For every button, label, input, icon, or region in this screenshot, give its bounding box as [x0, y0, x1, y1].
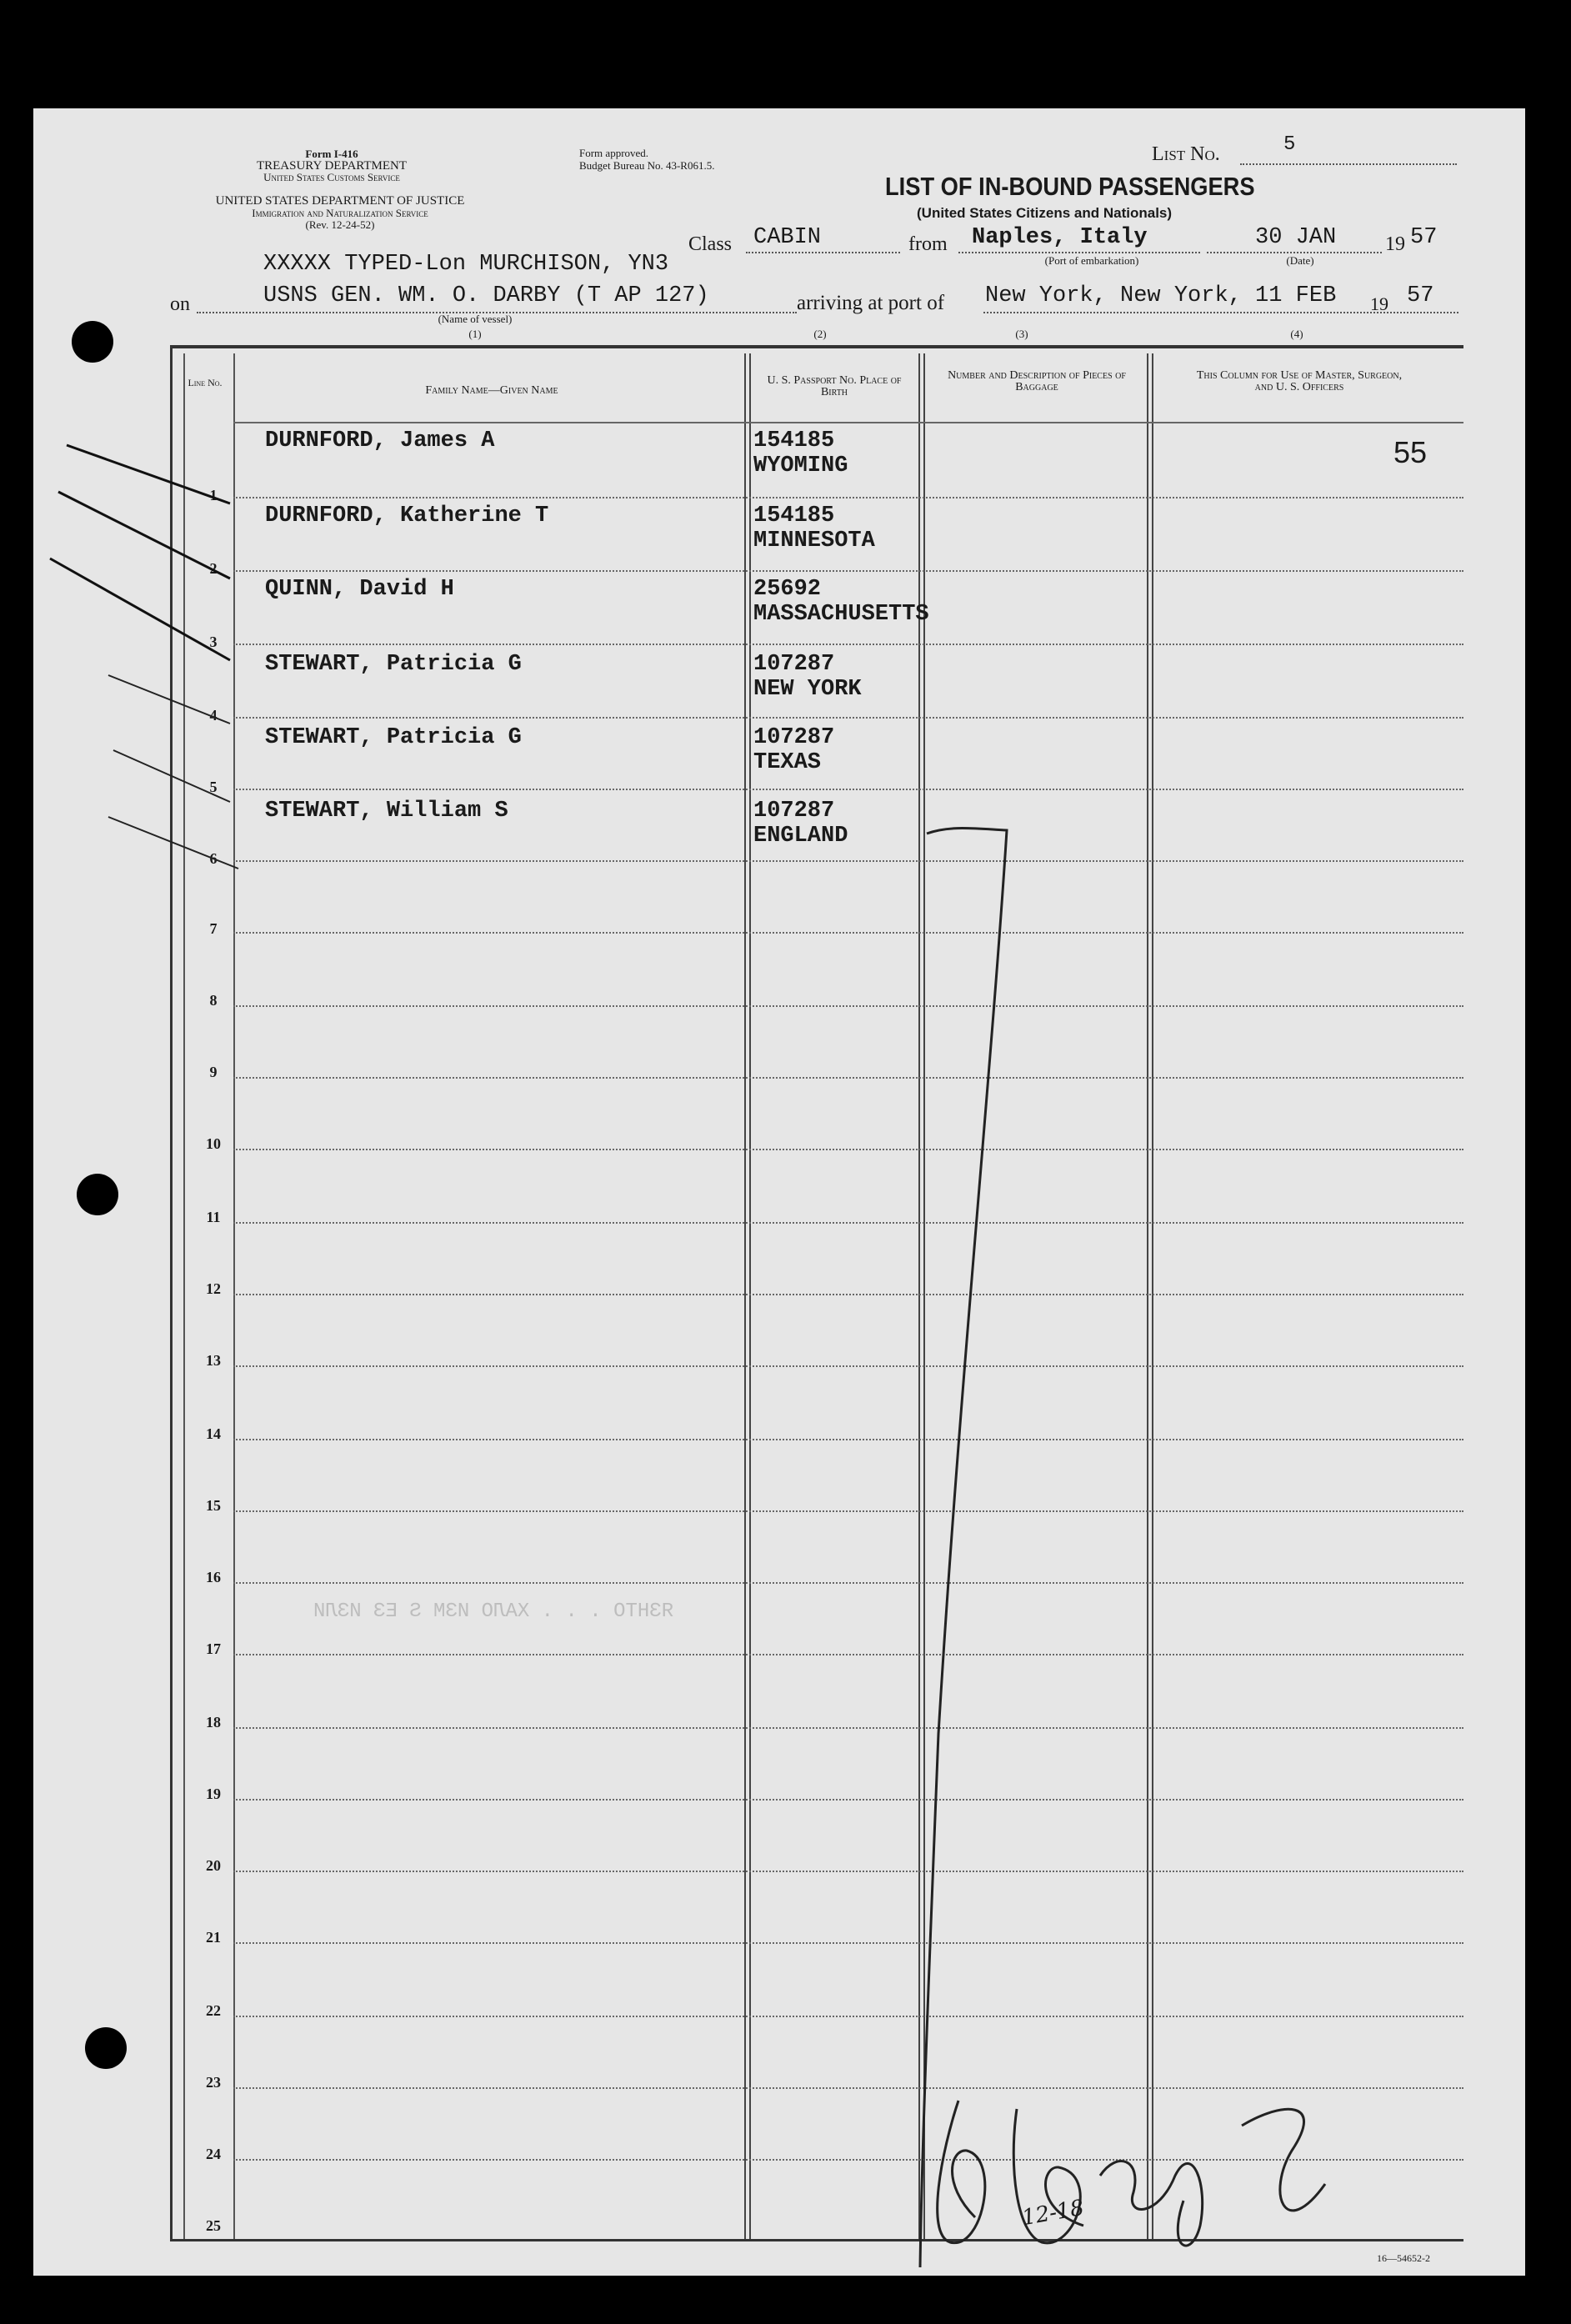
row-line-13 [233, 1365, 1463, 1367]
line-number: 5 [209, 779, 218, 795]
header-bottom-line [233, 422, 1463, 423]
place-of-birth: WYOMING [753, 453, 848, 478]
row-line-15 [233, 1510, 1463, 1512]
form-approved: Form approved. [579, 147, 649, 159]
bleed-through-text: ЯЗНТО . . . ХАЛО ИЗМ S ЕЗ ИЗЛИ [313, 1600, 674, 1623]
passenger-name: DURNFORD, Katherine T [265, 503, 549, 528]
header-line-no: Line No. [188, 377, 223, 388]
passport-number: 107287 [753, 799, 835, 824]
column-divider-passport [744, 353, 746, 2239]
line-number: 13 [206, 1352, 221, 1369]
line-number: 24 [206, 2146, 221, 2162]
column-caption-1: (1) [468, 328, 482, 340]
header-name: Family Name—Given Name [425, 384, 558, 397]
embarkation-date: 30 JAN [1255, 225, 1337, 250]
line-number: 11 [206, 1209, 221, 1225]
row-line-5 [233, 789, 1463, 790]
port-caption: (Port of embarkation) [1044, 254, 1139, 267]
on-label: on [170, 293, 190, 315]
column-divider-officers [1147, 353, 1148, 2239]
line-number: 8 [209, 992, 218, 1009]
line-number: 22 [206, 2002, 221, 2019]
punch-hole-top [72, 321, 113, 363]
row-line-3 [233, 644, 1463, 645]
row-line-19 [233, 1799, 1463, 1801]
row-line-11 [233, 1222, 1463, 1224]
line-number: 12 [206, 1280, 221, 1297]
row-line-18 [233, 1727, 1463, 1729]
row-line-17 [233, 1654, 1463, 1655]
immigration-service: Immigration and Naturalization Service [252, 207, 428, 219]
class-value: CABIN [753, 225, 822, 250]
punch-hole-bottom [85, 2027, 127, 2069]
row-line-12 [233, 1294, 1463, 1295]
passport-number: 25692 [753, 577, 822, 602]
punch-hole-middle [77, 1174, 118, 1215]
embarkation-year: 57 [1410, 225, 1438, 250]
date-line [1207, 252, 1382, 253]
signature-note: 12-18 [1019, 2195, 1086, 2231]
line-number: 6 [209, 850, 218, 867]
arriving-label: arriving at port of [797, 292, 945, 314]
line-number: 7 [209, 920, 218, 937]
row-line-1 [233, 497, 1463, 498]
department-of-justice: UNITED STATES DEPARTMENT OF JUSTICE [215, 194, 465, 208]
row-line-20 [233, 1871, 1463, 1872]
header-officers: This Column for Use of Master, Surgeon, and U. S. Officers [1196, 369, 1403, 393]
line-number: 16 [206, 1569, 221, 1585]
row-line-16 [233, 1582, 1463, 1584]
row-line-8 [233, 1005, 1463, 1007]
line-number: 17 [206, 1640, 221, 1657]
column-caption-3: (3) [1015, 328, 1028, 340]
line-number: 15 [206, 1497, 221, 1514]
printer-code: 16—54652-2 [1377, 2252, 1430, 2264]
line-number: 2 [209, 560, 218, 577]
arrival-year: 57 [1407, 283, 1434, 308]
document-title: LIST OF IN-BOUND PASSENGERS [885, 172, 1255, 201]
port-line [958, 252, 1200, 253]
list-number-line [1240, 163, 1457, 165]
customs-service: United States Customs Service [263, 171, 400, 183]
row-line-7 [233, 932, 1463, 934]
line-number: 18 [206, 1714, 221, 1730]
line-number: 21 [206, 1929, 221, 1946]
arrival-year-prefix: 19 [1370, 293, 1388, 314]
class-label: Class [688, 233, 733, 255]
row-line-14 [233, 1439, 1463, 1440]
row-line-6 [233, 860, 1463, 862]
tick-marks [33, 433, 267, 884]
passenger-name: DURNFORD, James A [265, 428, 495, 453]
row-line-22 [233, 2016, 1463, 2017]
place-of-birth: MINNESOTA [753, 528, 875, 553]
header-baggage: Number and Description of Pieces of Baggage [948, 369, 1126, 393]
line-number: 9 [209, 1064, 218, 1080]
vessel-caption: (Name of vessel) [438, 313, 513, 325]
embarkation-port: Naples, Italy [972, 225, 1148, 250]
header-passport: U. S. Passport No. Place of Birth [767, 374, 902, 398]
line-number: 19 [206, 1786, 221, 1802]
passport-number: 154185 [753, 428, 835, 453]
year-prefix: 19 [1385, 233, 1405, 255]
passport-number: 107287 [753, 725, 835, 750]
treasury-department: TREASURY DEPARTMENT [256, 159, 408, 173]
from-label: from [908, 233, 948, 255]
passenger-name: STEWART, Patricia G [265, 652, 522, 677]
row-line-2 [233, 570, 1463, 572]
line-number: 1 [209, 487, 218, 503]
passport-number: 107287 [753, 652, 835, 677]
class-line [746, 252, 900, 253]
place-of-birth: TEXAS [753, 750, 822, 775]
form-number: Form I-416 [305, 148, 358, 160]
typed-by-line: XXXXX TYPED-Lon MURCHISON, YN3 [263, 252, 669, 277]
line-number: 23 [206, 2074, 221, 2091]
row-line-21 [233, 1942, 1463, 1944]
row-line-10 [233, 1149, 1463, 1150]
place-of-birth: ENGLAND [753, 824, 848, 849]
place-of-birth: MASSACHUSETTS [753, 602, 929, 627]
vessel-name: USNS GEN. WM. O. DARBY (T AP 127) [263, 283, 709, 308]
column-divider-passport-2 [749, 353, 751, 2239]
row-line-9 [233, 1077, 1463, 1079]
budget-bureau: Budget Bureau No. 43-R061.5. [579, 159, 715, 172]
column-caption-4: (4) [1290, 328, 1303, 340]
column-caption-2: (2) [813, 328, 827, 340]
passenger-name: STEWART, Patricia G [265, 725, 522, 750]
passenger-name: QUINN, David H [265, 577, 454, 602]
list-number: 5 [1283, 133, 1296, 156]
date-caption: (Date) [1286, 254, 1314, 267]
passenger-name: STEWART, William S [265, 799, 508, 824]
officer-note: 55 [1393, 435, 1428, 469]
table-top-border [170, 345, 1463, 348]
document-subtitle: (United States Citizens and Nationals) [917, 205, 1173, 221]
revision-date: (Rev. 12-24-52) [305, 218, 375, 231]
line-number: 20 [206, 1857, 221, 1874]
line-number: 14 [206, 1425, 221, 1442]
column-divider-officers-2 [1152, 353, 1153, 2239]
line-number: 25 [206, 2217, 221, 2234]
passport-number: 154185 [753, 503, 835, 528]
line-number: 4 [209, 707, 218, 724]
line-number: 10 [206, 1135, 221, 1152]
place-of-birth: NEW YORK [753, 677, 862, 702]
row-line-4 [233, 717, 1463, 719]
arrival-port: New York, New York, 11 FEB [985, 283, 1337, 308]
line-number: 3 [209, 634, 218, 650]
officer-signature [892, 2051, 1358, 2267]
list-number-label: List No. [1152, 143, 1220, 165]
